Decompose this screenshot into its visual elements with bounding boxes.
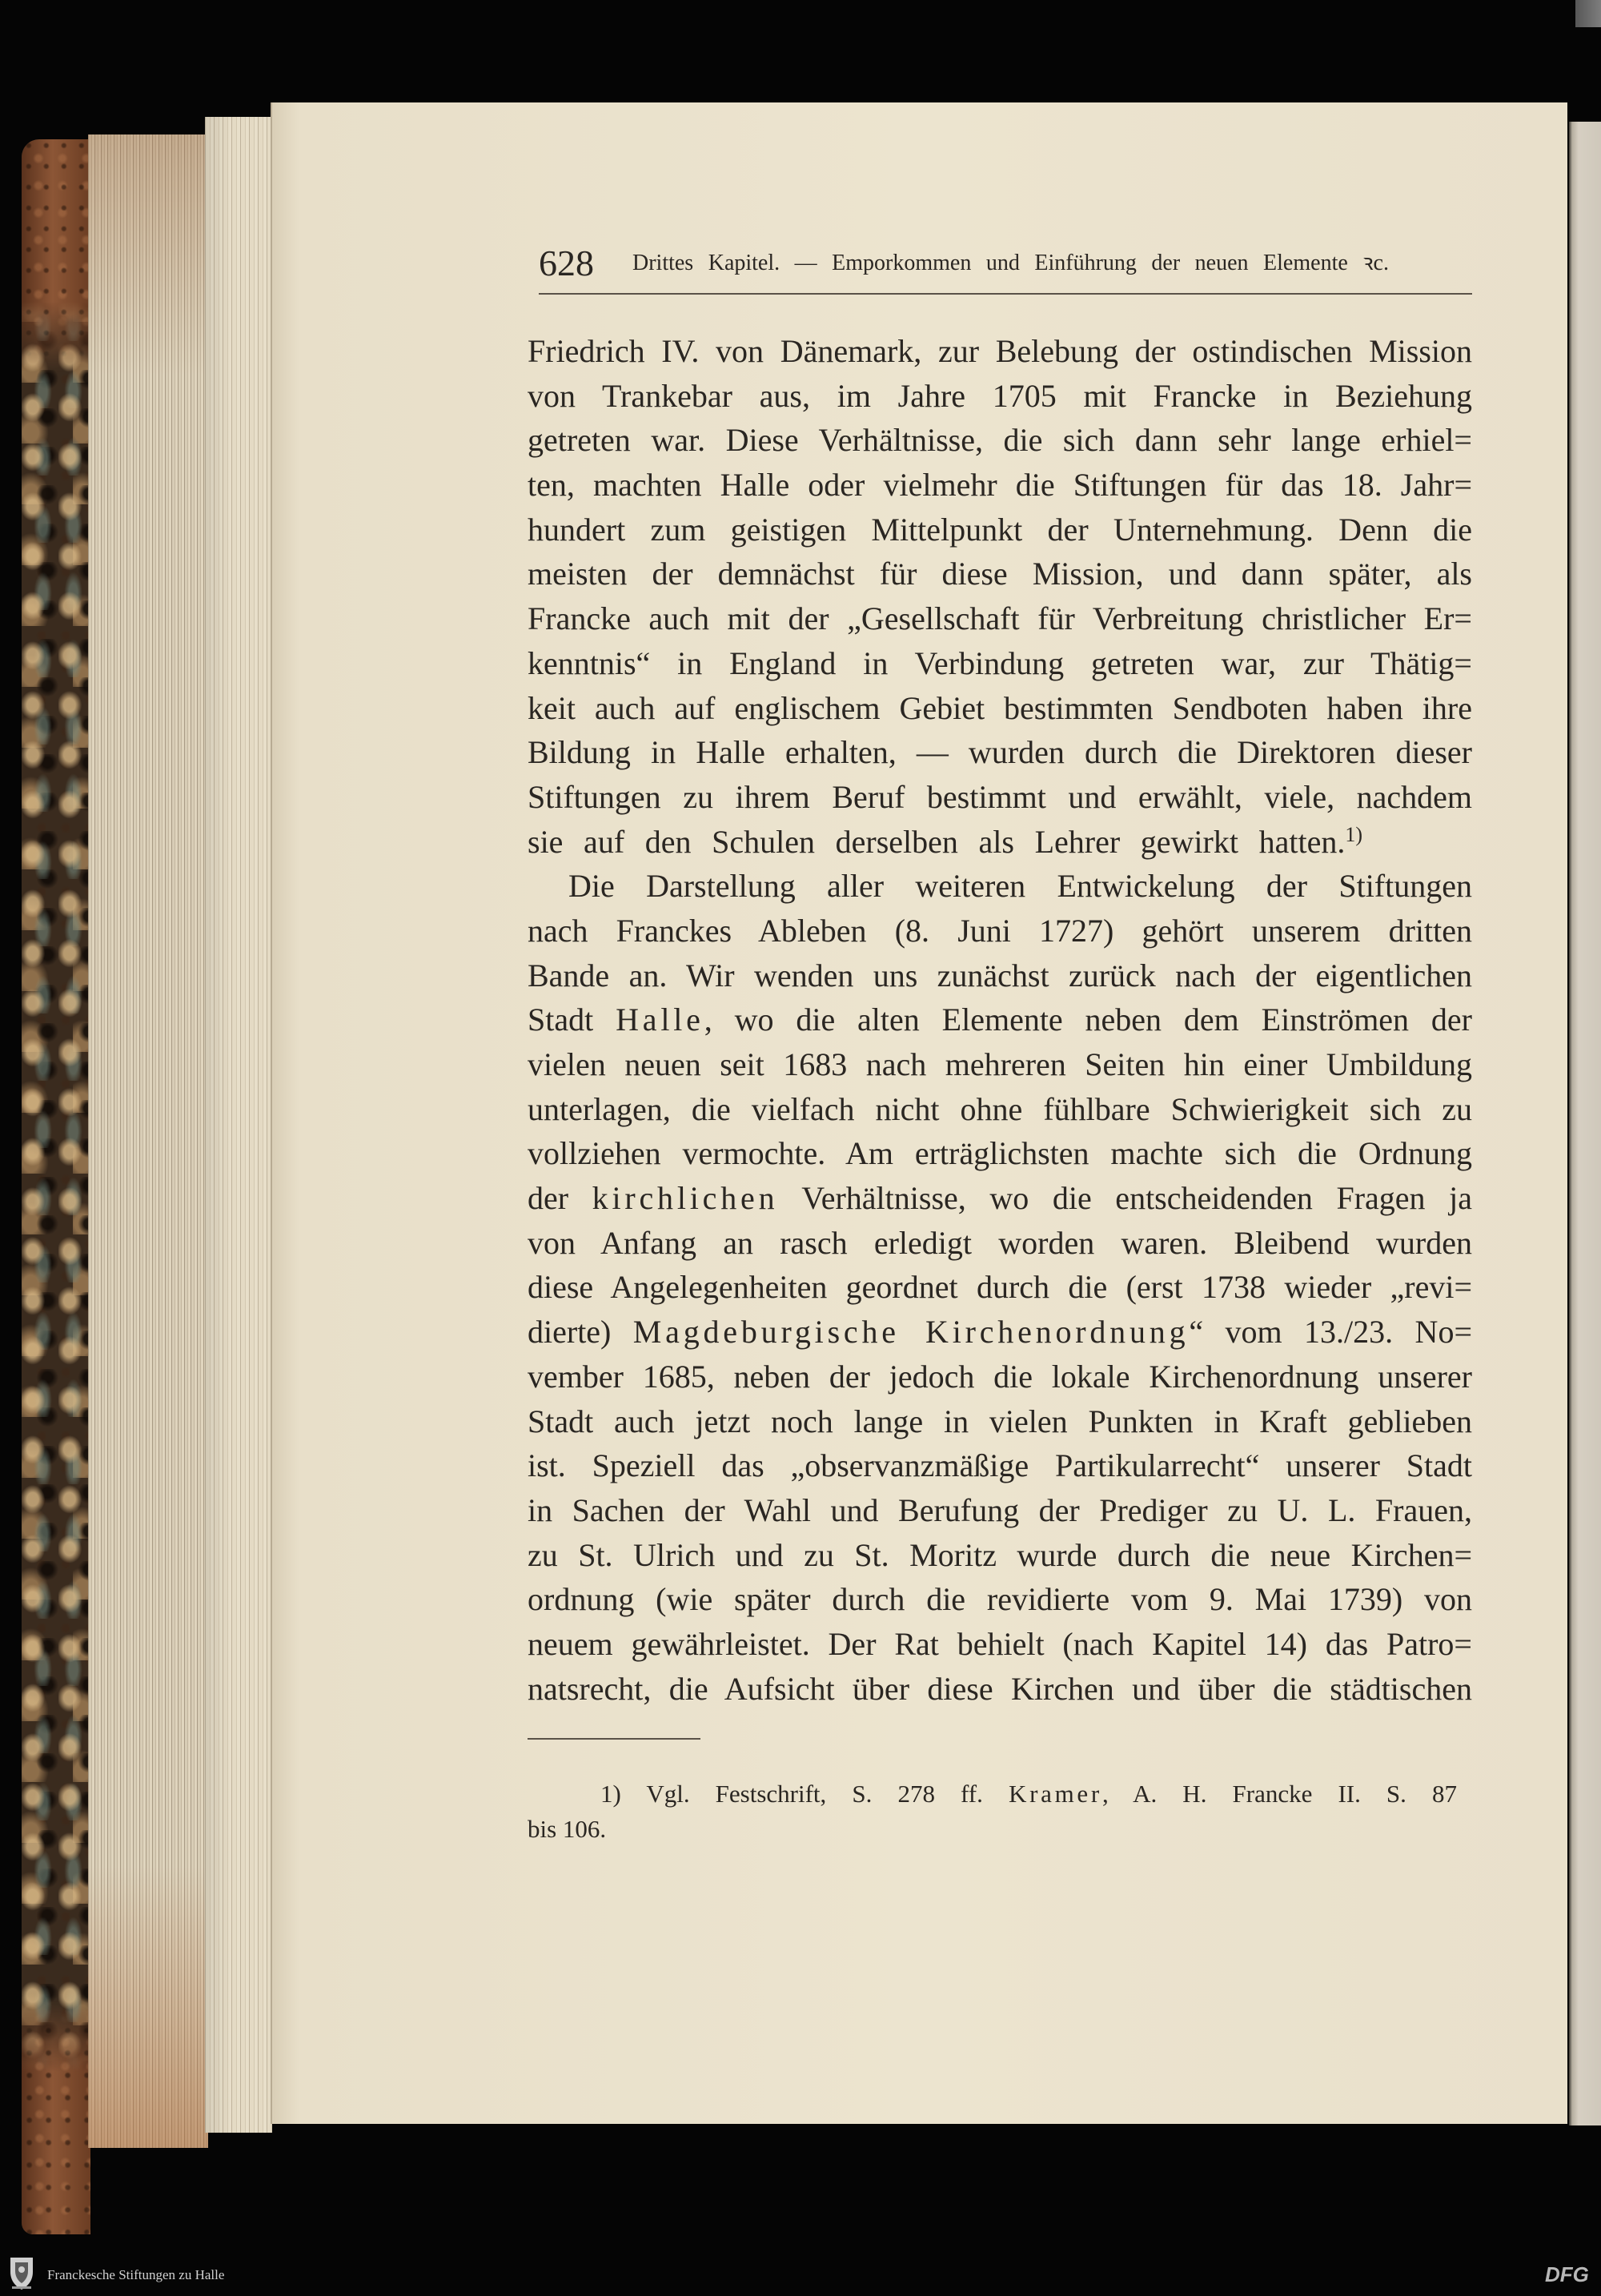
text-segment: Verhältnisse, wo die entscheidenden Fragen ja xyxy=(778,1180,1472,1217)
text-line: zu St. Ulrich und zu St. Moritz wurde durch die neue Kirchen= xyxy=(528,1536,1472,1573)
text-segment: “ vom 13./23. No= xyxy=(1189,1314,1472,1351)
text-line: ten, machten Halle oder vielmehr die Stiftungen für das 18. Jahr= xyxy=(528,467,1472,504)
text-line: Stiftungen zu ihrem Beruf bestimmt und erwählt, viele, nachdem xyxy=(528,778,1472,815)
text-line: vollziehen vermochte. Am erträglichsten machte sich die Ordnung xyxy=(528,1135,1472,1172)
text-line xyxy=(528,1310,1472,1355)
text-line: keit auch auf englischem Gebiet bestimmten Sendboten haben ihre xyxy=(528,689,1472,726)
page-edges-inner xyxy=(205,117,272,2133)
scan-target-strip xyxy=(1575,0,1601,27)
institution-name: Franckesche Stiftungen zu Halle xyxy=(47,2267,225,2282)
book-cover-marbled xyxy=(22,139,90,2234)
footnote-line: bis 106. xyxy=(528,1815,607,1843)
text-line: Die Darstellung aller weiteren Entwickelung der Stiftungen xyxy=(568,868,1472,905)
text-line: vember 1685, neben der jedoch die lokale Kirchenordnung unserer xyxy=(528,1358,1472,1395)
leather-corner-bottom xyxy=(22,2001,90,2234)
text-line: meisten der demnächst für diese Mission, und dann später, als xyxy=(528,556,1472,592)
text-segment: , wo die alten Elemente neben dem Einströmen der xyxy=(704,1001,1472,1038)
funder-logo: DFG xyxy=(1545,2262,1589,2286)
footnote-line xyxy=(600,1776,1457,1812)
text-segment: 1) Vgl. Festschrift, S. 278 ff. xyxy=(600,1780,1009,1808)
text-line: Francke auch mit der „Gesellschaft für Verbreitung christlicher Er= xyxy=(528,600,1472,637)
text-line: Friedrich IV. von Dänemark, zur Belebung der ostindischen Mission xyxy=(528,333,1472,369)
text-line: diese Angelegenheiten geordnet durch die (erst 1738 wieder „revi= xyxy=(528,1269,1472,1306)
text-line xyxy=(528,997,1472,1042)
page-edges-outer xyxy=(88,134,208,2148)
header-rule xyxy=(539,293,1472,295)
running-title: Drittes Kapitel. — Emporkommen und Einführung der neuen Elemente ꝛc. xyxy=(632,251,1389,275)
text-line: ist. Speziell das „observanzmäßige Partikularrecht“ unserer Stadt xyxy=(528,1447,1472,1484)
spaced-emphasis: Magdeburgische Kirchenordnung xyxy=(632,1314,1190,1351)
text-line: neuem gewährleistet. Der Rat behielt (nach Kapitel 14) das Patro= xyxy=(528,1625,1472,1662)
text-line: in Sachen der Wahl und Berufung der Prediger zu U. L. Frauen, xyxy=(528,1491,1472,1528)
text-line: Bildung in Halle erhalten, — wurden durch die Direktoren dieser xyxy=(528,734,1472,771)
text-line: nach Franckes Ableben (8. Juni 1727) gehört unserem dritten xyxy=(528,912,1472,949)
spaced-emphasis: Halle xyxy=(616,1001,704,1038)
page-number: 628 xyxy=(539,243,594,283)
leather-corner-top xyxy=(22,139,90,371)
crest-icon xyxy=(7,2254,36,2291)
text-line: kenntnis“ in England in Verbindung getreten war, zur Thätig= xyxy=(528,644,1472,681)
spaced-emphasis: kirchlichen xyxy=(592,1180,779,1217)
paragraph xyxy=(528,329,1472,864)
text-block xyxy=(528,329,1472,1711)
text-segment: , A. H. Francke II. S. 87 xyxy=(1101,1780,1458,1808)
text-line: unterlagen, die vielfach nicht ohne fühlbare Schwierigkeit sich zu xyxy=(528,1090,1472,1127)
text-line: von Trankebar aus, im Jahre 1705 mit Francke in Beziehung xyxy=(528,377,1472,414)
text-line: Stadt auch jetzt noch lange in vielen Punkten in Kraft geblieben xyxy=(528,1403,1472,1439)
text-line: natsrecht, die Aufsicht über diese Kirchen und über die städtischen xyxy=(528,1670,1472,1707)
text-segment: sie auf den Schulen derselben als Lehrer gewirkt hatten. xyxy=(528,823,1346,860)
text-line: vielen neuen seit 1683 nach mehreren Seiten hin einer Umbildung xyxy=(528,1046,1472,1082)
footnote-marker: 1) xyxy=(1345,822,1362,846)
text-segment: dierte) xyxy=(528,1314,633,1351)
text-line: Bande an. Wir wenden uns zunächst zurück nach der eigentlichen xyxy=(528,957,1472,993)
text-line: hundert zum geistigen Mittelpunkt der Unternehmung. Denn die xyxy=(528,511,1472,548)
text-line: von Anfang an rasch erledigt worden waren. Bleibend wurden xyxy=(528,1224,1472,1261)
text-segment: der xyxy=(528,1180,592,1217)
spaced-emphasis: Kramer xyxy=(1008,1780,1102,1808)
text-line: getreten war. Diese Verhältnisse, die sich dann sehr lange erhiel= xyxy=(528,422,1472,459)
facing-page-edge xyxy=(1569,122,1601,2125)
text-line xyxy=(528,1176,1472,1221)
paragraph xyxy=(528,864,1472,1711)
footnote-rule xyxy=(528,1738,700,1740)
text-line: ordnung (wie später durch die revidierte vom 9. Mai 1739) von xyxy=(528,1581,1472,1618)
text-segment: Stadt xyxy=(528,1001,616,1038)
text-line xyxy=(528,820,1362,865)
